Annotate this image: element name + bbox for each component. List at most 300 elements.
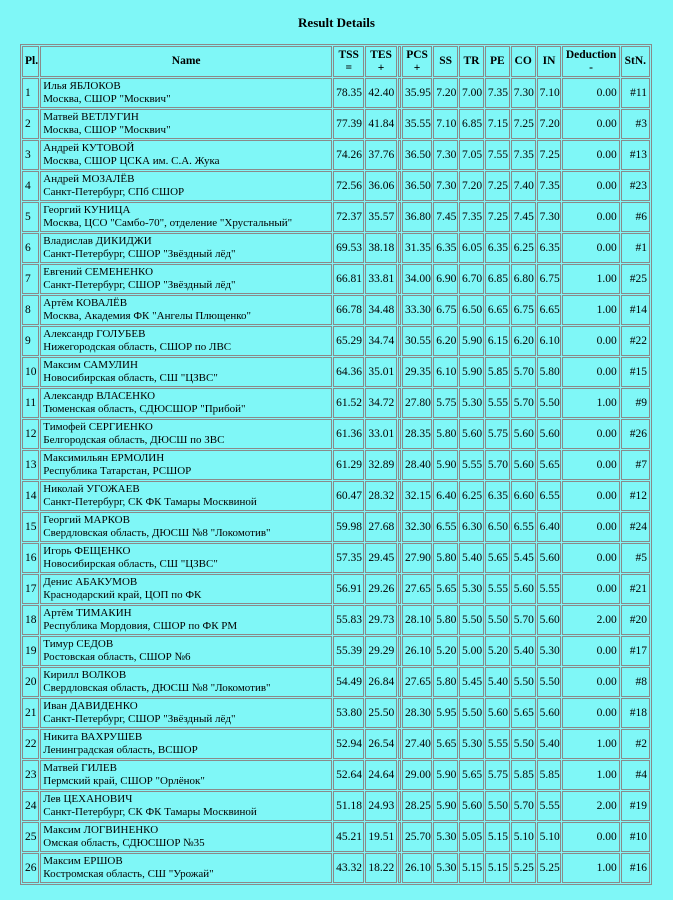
start-number-cell: #13 [621,140,650,170]
skater-name: Матвей ГИЛЕВ [43,762,117,774]
tes-cell: 26.54 [365,729,396,759]
in-cell: 5.40 [537,729,562,759]
start-number-cell: #26 [621,419,650,449]
table-row [22,791,650,821]
pcs-cell: 29.00 [402,760,432,790]
table-row [22,605,650,635]
ss-cell: 5.20 [433,636,458,666]
table-row [22,543,650,573]
pcs-cell: 35.55 [402,109,432,139]
tss-cell: 69.53 [333,233,364,263]
pcs-cell: 28.40 [402,450,432,480]
header-name: Name [40,46,332,77]
tss-cell: 65.29 [333,326,364,356]
table-row [22,512,650,542]
ss-cell: 6.10 [433,357,458,387]
ss-cell: 5.65 [433,574,458,604]
place-cell: 25 [22,822,39,852]
place-cell: 17 [22,574,39,604]
co-cell: 5.45 [511,543,536,573]
tss-cell: 66.81 [333,264,364,294]
co-cell: 5.50 [511,729,536,759]
tss-cell: 78.35 [333,78,364,108]
skater-name: Никита ВАХРУШЕВ [43,731,143,743]
name-cell [40,78,332,108]
tr-cell: 5.50 [459,698,484,728]
skater-club: Пермский край, СШОР "Орлёнок" [43,775,205,787]
tss-cell: 52.64 [333,760,364,790]
table-row [22,822,650,852]
tr-cell: 5.30 [459,388,484,418]
header-deduction [562,46,619,77]
place-cell: 24 [22,791,39,821]
deduction-cell: 0.00 [562,109,619,139]
deduction-cell: 0.00 [562,357,619,387]
pe-cell: 5.15 [485,822,510,852]
table-row [22,171,650,201]
separator-cell [398,481,401,511]
table-row [22,667,650,697]
co-cell: 5.70 [511,388,536,418]
in-cell: 6.40 [537,512,562,542]
pcs-cell: 33.30 [402,295,432,325]
start-number-cell: #8 [621,667,650,697]
table-row [22,326,650,356]
in-cell: 5.60 [537,419,562,449]
co-cell: 5.70 [511,605,536,635]
separator-cell [398,264,401,294]
separator-cell [398,543,401,573]
deduction-cell: 0.00 [562,512,619,542]
co-cell: 7.40 [511,171,536,201]
deduction-cell: 0.00 [562,202,619,232]
in-cell: 5.55 [537,574,562,604]
skater-club: Санкт-Петербург, СПб СШОР [43,186,185,198]
co-cell: 5.50 [511,667,536,697]
start-number-cell: #11 [621,78,650,108]
in-cell: 5.60 [537,605,562,635]
tr-cell: 5.90 [459,326,484,356]
header-pl: Pl. [22,46,39,77]
place-cell: 22 [22,729,39,759]
place-cell: 3 [22,140,39,170]
place-cell: 14 [22,481,39,511]
deduction-cell: 0.00 [562,450,619,480]
tss-cell: 72.56 [333,171,364,201]
tr-cell: 7.00 [459,78,484,108]
skater-club: Тюменская область, СДЮСШОР "Прибой" [43,403,246,415]
tes-cell: 33.81 [365,264,396,294]
skater-club: Москва, Академия ФК "Ангелы Плющенко" [43,310,252,322]
pe-cell: 7.15 [485,109,510,139]
tes-cell: 42.40 [365,78,396,108]
deduction-cell: 0.00 [562,698,619,728]
ss-cell: 5.30 [433,853,458,883]
place-cell: 26 [22,853,39,883]
ss-cell: 6.90 [433,264,458,294]
place-cell: 23 [22,760,39,790]
name-cell [40,171,332,201]
tes-cell: 35.57 [365,202,396,232]
tr-cell: 7.20 [459,171,484,201]
co-cell: 5.10 [511,822,536,852]
deduction-cell: 0.00 [562,574,619,604]
pe-cell: 5.15 [485,853,510,883]
tr-cell: 5.50 [459,605,484,635]
start-number-cell: #19 [621,791,650,821]
skater-name: Артём КОВАЛЁВ [43,297,128,309]
pe-cell: 5.75 [485,419,510,449]
pe-cell: 5.55 [485,729,510,759]
start-number-cell: #24 [621,512,650,542]
tss-cell: 57.35 [333,543,364,573]
in-cell: 5.85 [537,760,562,790]
skater-name: Владислав ДИКИДЖИ [43,235,152,247]
ss-cell: 5.65 [433,729,458,759]
place-cell: 5 [22,202,39,232]
skater-name: Александр ГОЛУБЕВ [43,328,146,340]
co-cell: 6.25 [511,233,536,263]
ss-cell: 5.30 [433,822,458,852]
co-cell: 7.35 [511,140,536,170]
co-cell: 6.75 [511,295,536,325]
tss-cell: 55.83 [333,605,364,635]
start-number-cell: #25 [621,264,650,294]
pcs-cell: 26.10 [402,636,432,666]
in-cell: 6.35 [537,233,562,263]
table-row [22,357,650,387]
ss-cell: 5.80 [433,419,458,449]
name-cell [40,605,332,635]
separator-cell [398,698,401,728]
name-cell [40,264,332,294]
in-cell: 7.20 [537,109,562,139]
pcs-cell: 26.10 [402,853,432,883]
pe-cell: 5.55 [485,388,510,418]
table-row [22,202,650,232]
pcs-cell: 27.65 [402,574,432,604]
deduction-cell: 2.00 [562,605,619,635]
co-cell: 5.60 [511,574,536,604]
in-cell: 5.25 [537,853,562,883]
table-row [22,481,650,511]
tss-cell: 77.39 [333,109,364,139]
separator-cell [398,791,401,821]
page-title: Result Details [298,15,375,30]
tss-cell: 53.80 [333,698,364,728]
name-cell [40,357,332,387]
start-number-cell: #7 [621,450,650,480]
skater-club: Белгородская область, ДЮСШ по ЗВС [43,434,225,446]
deduction-cell: 1.00 [562,295,619,325]
separator-cell [398,667,401,697]
table-row [22,140,650,170]
skater-name: Игорь ФЕЩЕНКО [43,545,131,557]
start-number-cell: #2 [621,729,650,759]
tr-cell: 5.55 [459,450,484,480]
tss-cell: 74.26 [333,140,364,170]
place-cell: 7 [22,264,39,294]
skater-club: Санкт-Петербург, СШОР "Звёздный лёд" [43,279,236,291]
separator-cell [398,140,401,170]
pcs-cell: 32.15 [402,481,432,511]
separator-cell [398,109,401,139]
place-cell: 12 [22,419,39,449]
name-cell [40,729,332,759]
tss-cell: 61.29 [333,450,364,480]
pcs-cell: 28.10 [402,605,432,635]
header-separator [398,46,401,77]
place-cell: 21 [22,698,39,728]
skater-name: Кирилл ВОЛКОВ [43,669,127,681]
header-tss-line1: TSS [338,48,359,61]
tes-cell: 29.26 [365,574,396,604]
skater-club: Москва, СШОР ЦСКА им. С.А. Жука [43,155,220,167]
deduction-cell: 0.00 [562,481,619,511]
deduction-cell: 1.00 [562,853,619,883]
skater-club: Республика Татарстан, РСШОР [43,465,192,477]
co-cell: 5.40 [511,636,536,666]
header-stn: StN. [621,46,650,77]
pcs-cell: 28.25 [402,791,432,821]
name-cell [40,636,332,666]
deduction-cell: 0.00 [562,822,619,852]
tr-cell: 5.65 [459,760,484,790]
table-row [22,233,650,263]
header-deduction-line2: - [589,61,593,74]
ss-cell: 6.55 [433,512,458,542]
tr-cell: 6.50 [459,295,484,325]
in-cell: 5.55 [537,791,562,821]
tss-cell: 66.78 [333,295,364,325]
separator-cell [398,822,401,852]
co-cell: 5.85 [511,760,536,790]
results-table [20,44,652,885]
tes-cell: 33.01 [365,419,396,449]
skater-name: Артём ТИМАКИН [43,607,132,619]
co-cell: 6.55 [511,512,536,542]
skater-name: Андрей КУТОВОЙ [43,142,135,154]
header-deduction-line1: Deduction [565,48,617,61]
tr-cell: 5.60 [459,791,484,821]
co-cell: 5.70 [511,357,536,387]
in-cell: 5.65 [537,450,562,480]
pcs-cell: 25.70 [402,822,432,852]
ss-cell: 5.75 [433,388,458,418]
pe-cell: 5.50 [485,791,510,821]
start-number-cell: #9 [621,388,650,418]
tr-cell: 7.05 [459,140,484,170]
tes-cell: 35.01 [365,357,396,387]
header-pcs [402,46,432,77]
deduction-cell: 0.00 [562,543,619,573]
tes-cell: 34.74 [365,326,396,356]
tes-cell: 24.64 [365,760,396,790]
deduction-cell: 0.00 [562,171,619,201]
co-cell: 5.65 [511,698,536,728]
header-tss-line2: = [345,61,352,74]
skater-name: Максим САМУЛИН [43,359,138,371]
table-row [22,388,650,418]
separator-cell [398,605,401,635]
deduction-cell: 1.00 [562,264,619,294]
header-tes [365,46,396,77]
deduction-cell: 0.00 [562,326,619,356]
pe-cell: 5.60 [485,698,510,728]
table-body [22,78,650,883]
ss-cell: 6.40 [433,481,458,511]
tr-cell: 6.05 [459,233,484,263]
name-cell [40,760,332,790]
name-cell [40,667,332,697]
start-number-cell: #14 [621,295,650,325]
place-cell: 20 [22,667,39,697]
tss-cell: 61.52 [333,388,364,418]
skater-name: Максимильян ЕРМОЛИН [43,452,165,464]
pcs-cell: 32.30 [402,512,432,542]
skater-club: Свердловская область, ДЮСШ №8 "Локомотив" [43,682,271,694]
skater-club: Москва, ЦСО "Самбо-70", отделение "Хрустальный" [43,217,293,229]
pcs-cell: 27.65 [402,667,432,697]
in-cell: 5.10 [537,822,562,852]
ss-cell: 7.45 [433,202,458,232]
table-header [22,46,650,77]
separator-cell [398,574,401,604]
co-cell: 5.60 [511,419,536,449]
in-cell: 6.10 [537,326,562,356]
place-cell: 4 [22,171,39,201]
ss-cell: 5.80 [433,543,458,573]
table-row [22,419,650,449]
tr-cell: 5.30 [459,729,484,759]
skater-name: Матвей ВЕТЛУГИН [43,111,139,123]
start-number-cell: #3 [621,109,650,139]
deduction-cell: 0.00 [562,667,619,697]
table-row [22,450,650,480]
pe-cell: 6.35 [485,233,510,263]
co-cell: 7.45 [511,202,536,232]
start-number-cell: #10 [621,822,650,852]
skater-name: Максим ЕРШОВ [43,855,123,867]
deduction-cell: 1.00 [562,729,619,759]
header-tes-line2: + [377,61,385,74]
in-cell: 5.60 [537,543,562,573]
separator-cell [398,357,401,387]
tr-cell: 5.00 [459,636,484,666]
tss-cell: 45.21 [333,822,364,852]
place-cell: 8 [22,295,39,325]
in-cell: 6.55 [537,481,562,511]
start-number-cell: #18 [621,698,650,728]
start-number-cell: #5 [621,543,650,573]
start-number-cell: #21 [621,574,650,604]
skater-club: Свердловская область, ДЮСШ №8 "Локомотив" [43,527,271,539]
skater-name: Иван ДАВИДЕНКО [43,700,138,712]
tss-cell: 51.18 [333,791,364,821]
pe-cell: 5.85 [485,357,510,387]
pe-cell: 5.75 [485,760,510,790]
ss-cell: 5.90 [433,450,458,480]
start-number-cell: #6 [621,202,650,232]
tes-cell: 38.18 [365,233,396,263]
name-cell [40,326,332,356]
in-cell: 7.25 [537,140,562,170]
ss-cell: 7.20 [433,78,458,108]
pe-cell: 6.65 [485,295,510,325]
skater-club: Костромская область, СШ "Урожай" [43,868,214,880]
pe-cell: 6.85 [485,264,510,294]
skater-club: Краснодарский край, ЦОП по ФК [43,589,202,601]
ss-cell: 6.75 [433,295,458,325]
separator-cell [398,419,401,449]
pe-cell: 5.50 [485,605,510,635]
ss-cell: 6.20 [433,326,458,356]
ss-cell: 5.90 [433,791,458,821]
co-cell: 6.60 [511,481,536,511]
co-cell: 7.25 [511,109,536,139]
tr-cell: 5.40 [459,543,484,573]
name-cell [40,512,332,542]
table-row [22,698,650,728]
place-cell: 6 [22,233,39,263]
tes-cell: 25.50 [365,698,396,728]
tss-cell: 56.91 [333,574,364,604]
table-row [22,760,650,790]
tss-cell: 72.37 [333,202,364,232]
skater-name: Тимофей СЕРГИЕНКО [43,421,153,433]
pcs-cell: 35.95 [402,78,432,108]
skater-name: Александр ВЛАСЕНКО [43,390,156,402]
in-cell: 5.50 [537,667,562,697]
pe-cell: 5.20 [485,636,510,666]
pe-cell: 6.50 [485,512,510,542]
skater-club: Республика Мордовия, СШОР по ФК РМ [43,620,238,632]
place-cell: 13 [22,450,39,480]
start-number-cell: #15 [621,357,650,387]
skater-name: Георгий КУНИЦА [43,204,131,216]
deduction-cell: 0.00 [562,636,619,666]
tr-cell: 6.70 [459,264,484,294]
co-cell: 7.30 [511,78,536,108]
co-cell: 5.25 [511,853,536,883]
co-cell: 6.80 [511,264,536,294]
tss-cell: 55.39 [333,636,364,666]
place-cell: 18 [22,605,39,635]
place-cell: 2 [22,109,39,139]
name-cell [40,295,332,325]
place-cell: 16 [22,543,39,573]
tr-cell: 5.05 [459,822,484,852]
pe-cell: 7.25 [485,202,510,232]
name-cell [40,419,332,449]
tss-cell: 60.47 [333,481,364,511]
separator-cell [398,171,401,201]
name-cell [40,822,332,852]
place-cell: 10 [22,357,39,387]
tes-cell: 24.93 [365,791,396,821]
tes-cell: 37.76 [365,140,396,170]
table-row [22,295,650,325]
tss-cell: 61.36 [333,419,364,449]
name-cell [40,574,332,604]
start-number-cell: #17 [621,636,650,666]
tr-cell: 5.45 [459,667,484,697]
header-tes-line1: TES [370,48,392,61]
ss-cell: 6.35 [433,233,458,263]
pcs-cell: 27.40 [402,729,432,759]
pe-cell: 6.15 [485,326,510,356]
tes-cell: 34.72 [365,388,396,418]
